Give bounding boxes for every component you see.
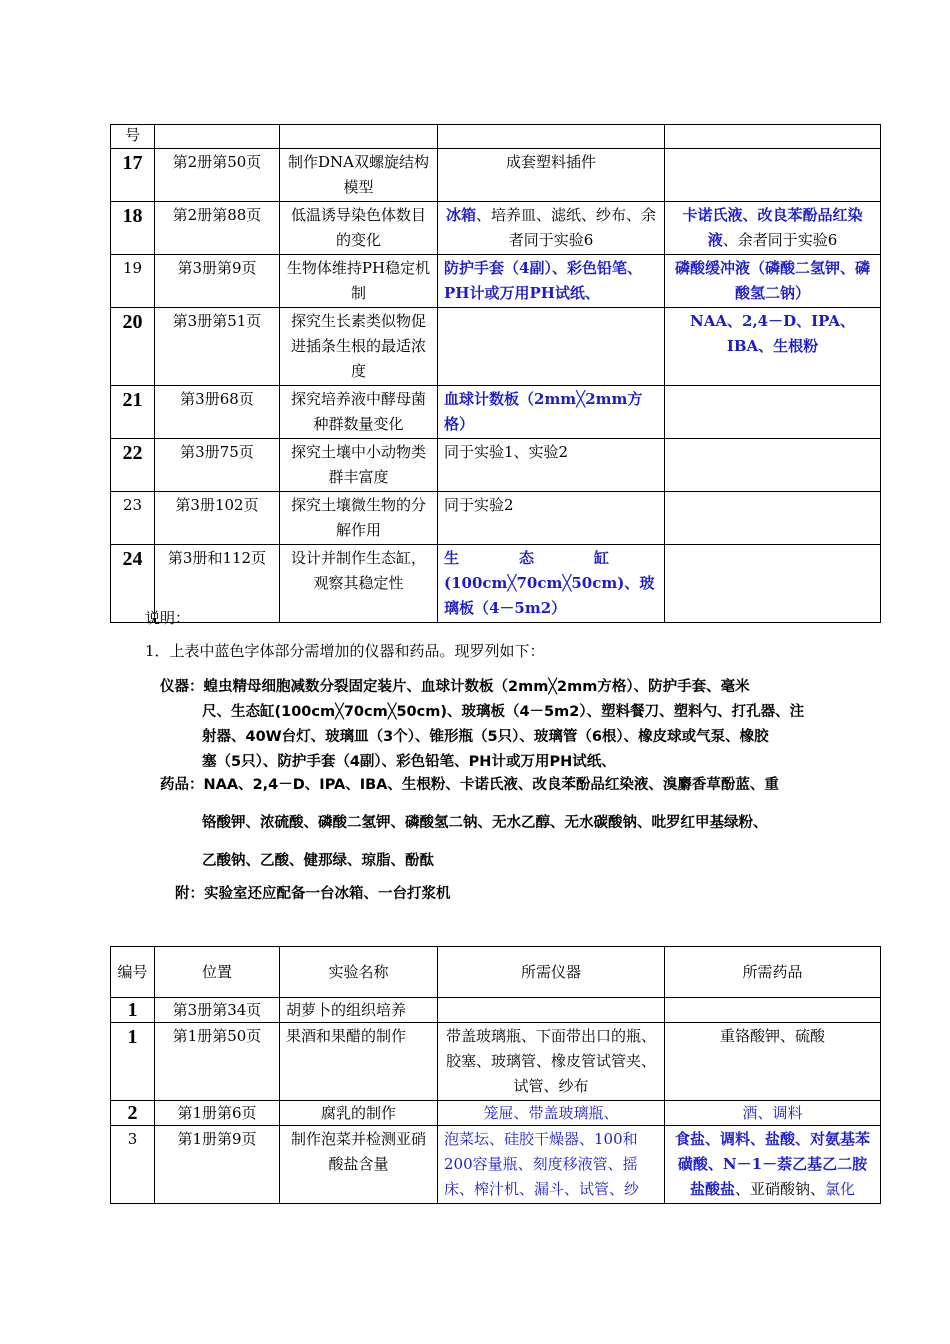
added-instrument-text: (100cm╳70cm╳50cm)、玻璃板（4－5m2） bbox=[444, 574, 655, 617]
drug-cell bbox=[665, 149, 881, 202]
appendix-note: 附：实验室还应配备一台冰箱、一台打浆机 bbox=[175, 886, 451, 902]
table-row bbox=[111, 439, 881, 492]
table-row bbox=[111, 492, 881, 545]
table-row bbox=[111, 1023, 881, 1101]
row-number: 3 bbox=[111, 1126, 155, 1204]
notes-title: 说明： bbox=[145, 609, 191, 627]
added-drug-text: 卡诺氏液、改良苯酚品红染液 bbox=[682, 206, 863, 249]
row-number: 23 bbox=[111, 492, 155, 545]
location-cell: 第2册第50页 bbox=[155, 149, 280, 202]
drug-cell bbox=[665, 202, 881, 255]
drug-cell bbox=[665, 998, 881, 1023]
table-row bbox=[111, 202, 881, 255]
experiment-name-cell: 探究培养液中酵母菌种群数量变化 bbox=[280, 386, 438, 439]
location-cell: 第3册75页 bbox=[155, 439, 280, 492]
location-cell: 第3册第51页 bbox=[155, 308, 280, 386]
row-number: 17 bbox=[111, 149, 155, 202]
row-number: 24 bbox=[111, 545, 155, 623]
instrument-cell: 同于实验2 bbox=[438, 492, 665, 545]
location-cell: 第3册第9页 bbox=[155, 255, 280, 308]
table-row bbox=[111, 308, 881, 386]
table-row bbox=[111, 255, 881, 308]
table-row bbox=[111, 125, 881, 149]
added-drug-text: 氯化 bbox=[825, 1180, 856, 1198]
instrument-cell: 成套塑料插件 bbox=[438, 149, 665, 202]
drug-cell: 磷酸缓冲液（磷酸二氢钾、磷酸氢二钠） bbox=[665, 255, 881, 308]
experiment-name-cell: 探究土壤中小动物类群丰富度 bbox=[280, 439, 438, 492]
instrument-cell: 泡菜坛、硅胶干燥器、100和200容量瓶、刻度移液管、摇床、榨汁机、漏斗、试管、纱 bbox=[438, 1126, 665, 1204]
instrument-cell: 血球计数板（2mm╳2mm方格） bbox=[438, 386, 665, 439]
header-number: 编号 bbox=[111, 947, 155, 998]
row-number: 20 bbox=[111, 308, 155, 386]
instruments-list bbox=[160, 675, 820, 775]
instruments-line: 射器、40W台灯、玻璃皿（3个）、锥形瓶（5只）、玻璃管（6根）、橡皮球或气泵、橡胶 bbox=[202, 729, 769, 745]
added-instrument-text: 冰箱 bbox=[445, 206, 476, 224]
drugs-line: NAA、2,4－D、IPA、IBA、生根粉、卡诺氏液、改良苯酚品红染液、溴麝香草酚蓝、重 bbox=[203, 777, 779, 793]
experiment-name-cell: 探究生长素类似物促进插条生根的最适浓度 bbox=[280, 308, 438, 386]
location-cell: 第3册68页 bbox=[155, 386, 280, 439]
experiment-name-cell: 制作泡菜并检测亚硝酸盐含量 bbox=[280, 1126, 438, 1204]
location-cell: 第3册102页 bbox=[155, 492, 280, 545]
drugs-label: 药品： bbox=[160, 777, 204, 793]
instrument-cell bbox=[438, 202, 665, 255]
instruments-label: 仪器： bbox=[160, 679, 204, 695]
experiment-table-2 bbox=[110, 946, 881, 1204]
instrument-cell: 防护手套（4副）、彩色铅笔、PH计或万用PH试纸、 bbox=[438, 255, 665, 308]
experiment-name-cell: 制作DNA双螺旋结构模型 bbox=[280, 149, 438, 202]
location-cell: 第1册第50页 bbox=[155, 1023, 280, 1101]
added-instrument-text: 生 态 缸 bbox=[444, 549, 610, 567]
location-cell: 第1册第6页 bbox=[155, 1101, 280, 1126]
instruments-line: 塞（5只）、防护手套（4副）、彩色铅笔、PH计或万用PH试纸、 bbox=[202, 754, 616, 770]
row-number: 21 bbox=[111, 386, 155, 439]
drug-cell bbox=[665, 1126, 881, 1204]
location-cell: 第3册和112页 bbox=[155, 545, 280, 623]
row-number: 1 bbox=[111, 1023, 155, 1101]
row-number: 18 bbox=[111, 202, 155, 255]
instruments-line: 尺、生态缸(100cm╳70cm╳50cm)、玻璃板（4－5m2）、塑料餐刀、塑料勺、打孔器、注 bbox=[202, 704, 805, 720]
drugs-line: 铬酸钾、浓硫酸、磷酸二氢钾、磷酸氢二钠、无水乙醇、无水碳酸钠、吡罗红甲基绿粉、 bbox=[202, 815, 768, 831]
drugs-list bbox=[160, 773, 820, 874]
location-cell: 第2册第88页 bbox=[155, 202, 280, 255]
instrument-cell: 笼屉、带盖玻璃瓶、 bbox=[438, 1101, 665, 1126]
experiment-name-cell: 低温诱导染色体数目的变化 bbox=[280, 202, 438, 255]
table-row bbox=[111, 149, 881, 202]
drug-cell: 酒、调料 bbox=[665, 1101, 881, 1126]
instrument-cell bbox=[438, 308, 665, 386]
header-fragment: 号 bbox=[111, 125, 155, 149]
instrument-cell: 同于实验1、实验2 bbox=[438, 439, 665, 492]
row-number: 19 bbox=[111, 255, 155, 308]
header-experiment-name: 实验名称 bbox=[280, 947, 438, 998]
table-row bbox=[111, 1101, 881, 1126]
instrument-cell bbox=[438, 998, 665, 1023]
experiment-name-cell: 生物体维持PH稳定机制 bbox=[280, 255, 438, 308]
table-row bbox=[111, 386, 881, 439]
table-row bbox=[111, 998, 881, 1023]
drug-cell: NAA、2,4－D、IPA、IBA、生根粉 bbox=[665, 308, 881, 386]
header-instruments: 所需仪器 bbox=[438, 947, 665, 998]
table-row bbox=[111, 1126, 881, 1204]
experiment-table-1 bbox=[110, 124, 881, 623]
drugs-line: 乙酸钠、乙酸、健那绿、琼脂、酚酞 bbox=[202, 853, 434, 869]
drug-cell: 重铬酸钾、硫酸 bbox=[665, 1023, 881, 1101]
location-cell: 第1册第9页 bbox=[155, 1126, 280, 1204]
row-number: 22 bbox=[111, 439, 155, 492]
experiment-name-cell: 胡萝卜的组织培养 bbox=[280, 998, 438, 1023]
experiment-name-cell: 腐乳的制作 bbox=[280, 1101, 438, 1126]
location-cell: 第3册第34页 bbox=[155, 998, 280, 1023]
drug-text: 、亚硝酸钠、 bbox=[734, 1180, 825, 1198]
instrument-text: 、培养皿、滤纸、纱布、余者同于实验6 bbox=[476, 206, 657, 249]
row-number: 1 bbox=[111, 998, 155, 1023]
added-drug-text: 食盐、调料、盐酸、对氨基苯磺酸、N－1－萘乙基乙二胺盐酸盐 bbox=[674, 1130, 870, 1198]
table-header-row bbox=[111, 947, 881, 998]
experiment-name-cell: 探究土壤微生物的分解作用 bbox=[280, 492, 438, 545]
experiment-name-cell: 果酒和果醋的制作 bbox=[280, 1023, 438, 1101]
drug-cell bbox=[665, 492, 881, 545]
row-number: 2 bbox=[111, 1101, 155, 1126]
drug-cell bbox=[665, 439, 881, 492]
header-drugs: 所需药品 bbox=[665, 947, 881, 998]
instrument-cell: 带盖玻璃瓶、下面带出口的瓶、胶塞、玻璃管、橡皮管试管夹、试管、纱布 bbox=[438, 1023, 665, 1101]
drug-cell bbox=[665, 386, 881, 439]
experiment-name-cell: 设计并制作生态缸，观察其稳定性 bbox=[280, 545, 438, 623]
header-location: 位置 bbox=[155, 947, 280, 998]
drug-text: 、余者同于实验6 bbox=[722, 231, 838, 249]
instruments-line: 蝗虫精母细胞减数分裂固定装片、血球计数板（2mm╳2mm方格）、防护手套、毫米 bbox=[203, 679, 750, 695]
notes-item-1: 1．上表中蓝色字体部分需增加的仪器和药品。现罗列如下： bbox=[145, 642, 545, 660]
